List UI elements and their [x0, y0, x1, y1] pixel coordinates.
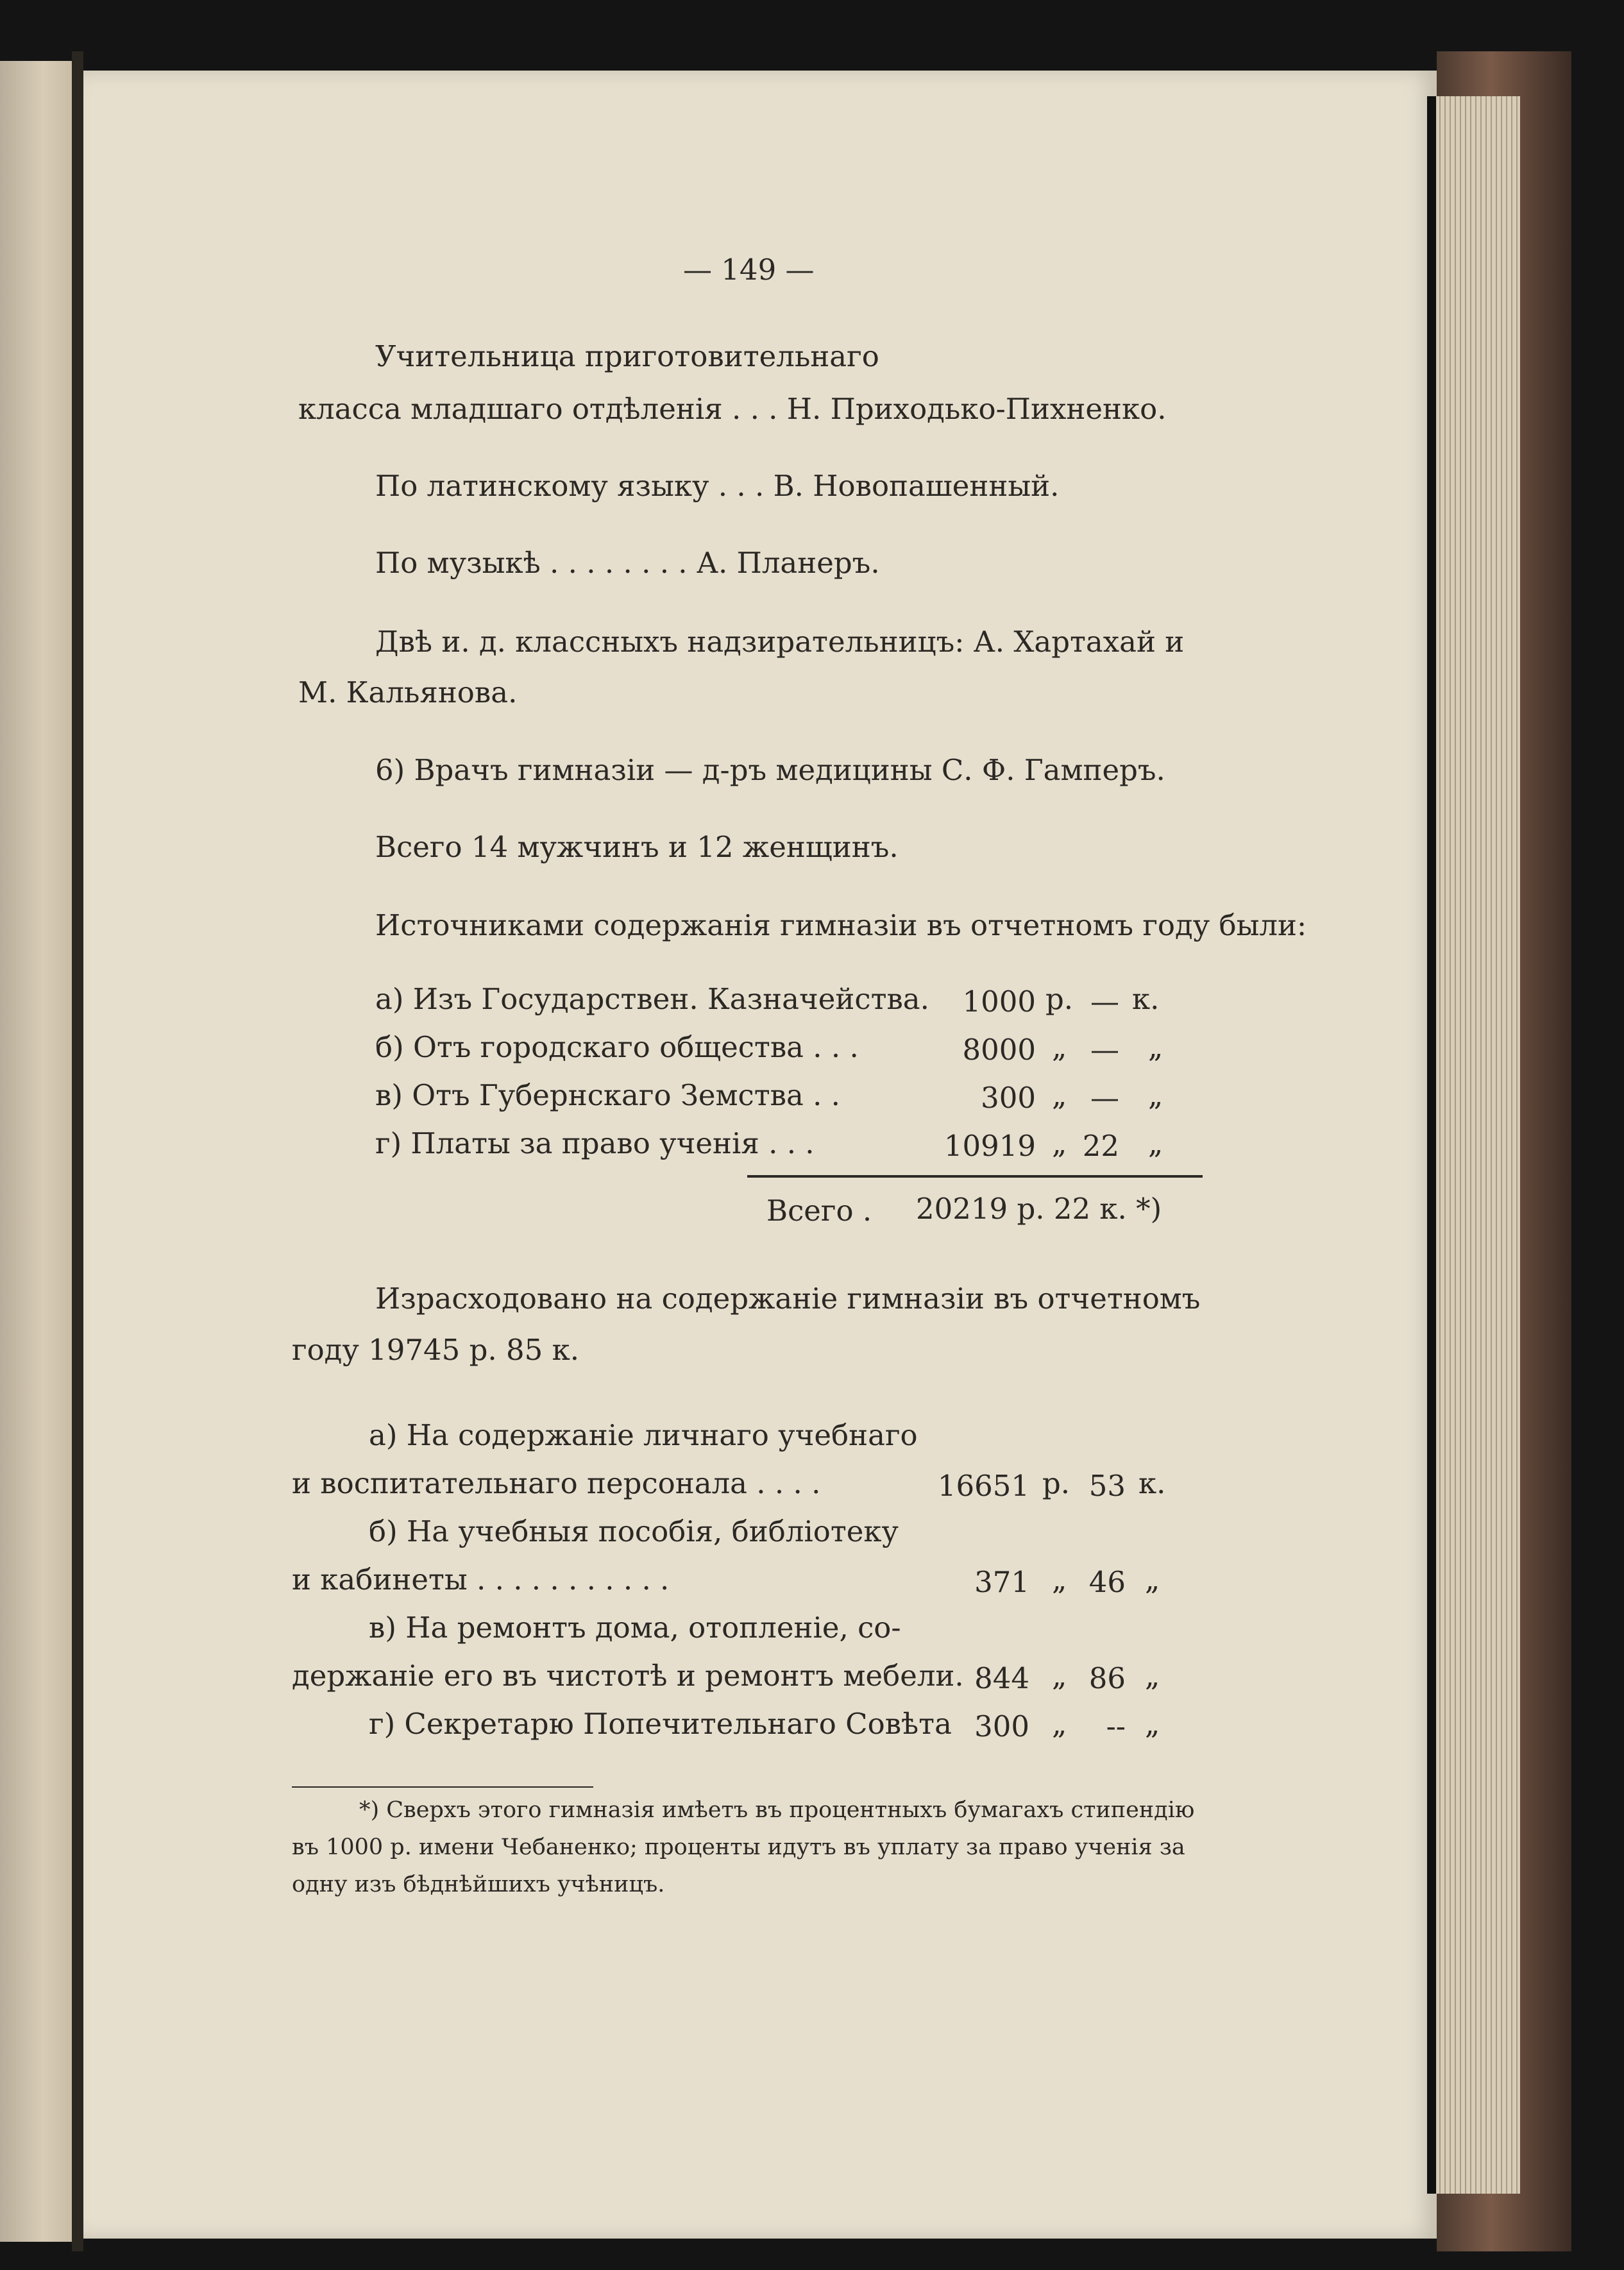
footnote-line1: *) Сверхъ этого гимназія имѣетъ въ процентныхъ бумагахъ стипендію: [359, 1797, 1195, 1823]
expense-rub-unit: р.: [1042, 1466, 1070, 1500]
footnote-line2: въ 1000 р. имени Чебаненко; проценты идутъ въ уплату за право ученія за: [292, 1834, 1185, 1860]
footnote-line3: одну изъ бѣднѣйшихъ учѣницъ.: [292, 1872, 665, 1897]
expense-line1: б) На учебныя пособія, библіотеку: [369, 1514, 899, 1548]
expense-rub: 300: [974, 1709, 1029, 1743]
expense-kop: --: [1106, 1709, 1126, 1743]
expense-rub: 844: [974, 1661, 1029, 1695]
expenses-intro-line2: году 19745 р. 85 к.: [292, 1333, 580, 1367]
income-kop-unit: „: [1148, 1078, 1163, 1112]
income-rub-unit: „: [1052, 1030, 1067, 1064]
expenses-intro-line1: Израсходовано на содержаніе гимназіи въ отчетномъ: [375, 1282, 1201, 1316]
income-kop: —: [1090, 1081, 1119, 1115]
income-rub-unit: „: [1052, 1126, 1067, 1160]
income-sum-rule: [747, 1175, 1203, 1178]
income-rub: 10919: [943, 1129, 1036, 1163]
page-edge-shadow: [1427, 96, 1436, 2194]
income-label: г) Платы за право ученія . . .: [375, 1126, 815, 1160]
income-kop-unit: к.: [1132, 982, 1160, 1016]
income-kop-unit: „: [1148, 1030, 1163, 1064]
left-page-edge: [0, 61, 72, 2242]
expense-kop-unit: „: [1145, 1707, 1160, 1741]
expense-line2: и воспитательнаго персонала . . . .: [292, 1466, 821, 1500]
staff-total: Всего 14 мужчинъ и 12 женщинъ.: [375, 830, 899, 864]
expense-line2: и кабинеты . . . . . . . . . . .: [292, 1563, 670, 1597]
book-gutter: [72, 51, 83, 2251]
income-label: в) Отъ Губернскаго Земства . .: [375, 1078, 840, 1112]
page-stack: [1430, 96, 1520, 2194]
income-total-label: Всего .: [766, 1194, 872, 1228]
income-kop-unit: „: [1148, 1126, 1163, 1160]
expense-kop: 46: [1088, 1565, 1126, 1599]
income-rub: 300: [981, 1081, 1036, 1115]
teacher-prep-line2: класса младшаго отдѣленія . . . Н. Приходько-Пихненко.: [298, 392, 1167, 426]
expense-line1: а) На содержаніе личнаго учебнаго: [369, 1418, 918, 1452]
income-rub: 8000: [962, 1033, 1036, 1067]
income-label: а) Изъ Государствен. Казначейства.: [375, 982, 929, 1016]
expense-line1: в) На ремонтъ дома, отопленіе, со-: [369, 1611, 901, 1645]
expense-kop-unit: „: [1145, 1659, 1160, 1693]
music-teacher: По музыкѣ . . . . . . . . А. Планеръ.: [375, 546, 880, 580]
income-rub: 1000: [962, 985, 1036, 1019]
income-rub-unit: „: [1052, 1078, 1067, 1112]
expense-kop-unit: к.: [1138, 1466, 1166, 1500]
income-kop: —: [1090, 1033, 1119, 1067]
expense-rub: 371: [974, 1565, 1029, 1599]
supervisors-line2: М. Кальянова.: [298, 675, 518, 709]
expense-rub-unit: „: [1052, 1659, 1067, 1693]
expense-kop: 53: [1088, 1469, 1126, 1503]
page-number: — 149 —: [683, 253, 815, 287]
supervisors-line1: Двѣ и. д. классныхъ надзирательницъ: А. Хартахай и: [375, 625, 1185, 659]
expense-kop: 86: [1088, 1661, 1126, 1695]
income-label: б) Отъ городскаго общества . . .: [375, 1030, 859, 1064]
footnote-rule: [292, 1786, 593, 1788]
expense-line2: держаніе его въ чистотѣ и ремонтъ мебели.: [292, 1659, 964, 1693]
teacher-prep-line1: Учительница приготовительнаго: [375, 339, 879, 373]
income-rub-unit: р.: [1045, 982, 1074, 1016]
income-intro: Источниками содержанія гимназіи въ отчетномъ году были:: [375, 908, 1307, 942]
expense-kop-unit: „: [1145, 1563, 1160, 1597]
income-kop: —: [1090, 985, 1119, 1019]
income-total-value: 20219 р. 22 к. *): [916, 1192, 1162, 1226]
latin-teacher: По латинскому языку . . . В. Новопашенный.: [375, 469, 1060, 503]
expense-rub: 16651: [937, 1469, 1029, 1503]
expense-rub-unit: „: [1052, 1563, 1067, 1597]
expense-line2: г) Секретарю Попечительнаго Совѣта: [369, 1707, 952, 1741]
expense-rub-unit: „: [1052, 1707, 1067, 1741]
school-doctor: 6) Врачъ гимназіи — д-ръ медицины С. Ф. Гамперъ.: [375, 753, 1165, 787]
income-kop: 22: [1082, 1129, 1119, 1163]
